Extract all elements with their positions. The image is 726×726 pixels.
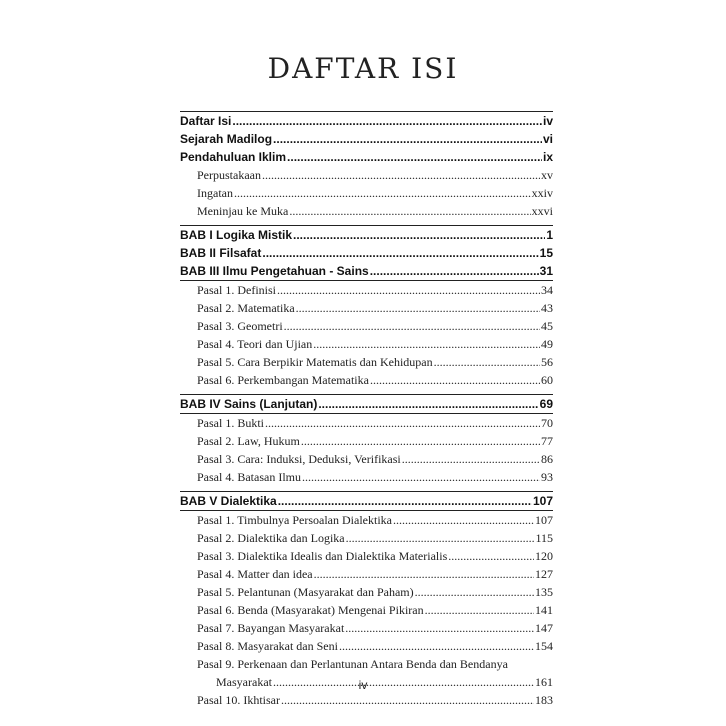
toc-entry-label: Pasal 6. Perkembangan Matematika bbox=[197, 373, 369, 387]
toc-entry-bab-1[interactable] bbox=[180, 225, 553, 244]
toc-entry-page: 56 bbox=[541, 355, 553, 369]
toc-entry-page: 120 bbox=[535, 549, 553, 563]
toc-entry-label: Masyarakat bbox=[216, 675, 272, 689]
dot-leader bbox=[302, 468, 540, 486]
toc-entry-page: 93 bbox=[541, 470, 553, 484]
dot-leader bbox=[314, 565, 534, 583]
toc-entry-page: 127 bbox=[535, 567, 553, 581]
toc-entry-page: 77 bbox=[541, 434, 553, 448]
dot-leader bbox=[234, 184, 531, 202]
toc-entry-page: ix bbox=[542, 150, 553, 164]
toc-entry-page: 141 bbox=[535, 603, 553, 617]
toc-entry-label: BAB IV Sains (Lanjutan) bbox=[180, 397, 318, 411]
toc-entry-page: 34 bbox=[541, 283, 553, 297]
toc-entry-label: Perpustakaan bbox=[197, 168, 261, 182]
toc-entry-label: Pasal 3. Geometri bbox=[197, 319, 283, 333]
toc-entry-pendahuluan-iklim[interactable] bbox=[180, 148, 553, 166]
toc-entry-page: 60 bbox=[541, 373, 553, 387]
dot-leader bbox=[262, 244, 538, 262]
dot-leader bbox=[434, 353, 540, 371]
toc-entry-page: 161 bbox=[535, 675, 553, 689]
toc-subentry-pasal-9[interactable] bbox=[180, 655, 553, 673]
toc-entry-label: BAB II Filsafat bbox=[180, 246, 262, 260]
toc-entry-label: Pasal 2. Dialektika dan Logika bbox=[197, 531, 345, 545]
toc-subentry[interactable] bbox=[180, 317, 553, 335]
toc-entry-page: iv bbox=[542, 114, 553, 128]
toc-entry-page: 70 bbox=[541, 416, 553, 430]
toc-subentry[interactable] bbox=[180, 299, 553, 317]
toc-entry-page: 115 bbox=[535, 531, 553, 545]
dot-leader bbox=[318, 395, 538, 413]
toc-entry-page: 31 bbox=[539, 264, 553, 278]
toc-entry-label: Pasal 3. Dialektika Idealis dan Dialektika Materialis bbox=[197, 549, 448, 563]
toc-entry-page: xxiv bbox=[531, 186, 553, 200]
dot-leader bbox=[232, 112, 542, 130]
dot-leader bbox=[301, 432, 540, 450]
toc-entry-page: xxvi bbox=[531, 204, 553, 218]
toc-entry-label: Pasal 1. Timbulnya Persoalan Dialektika bbox=[197, 513, 392, 527]
toc-subentry[interactable] bbox=[180, 184, 553, 202]
toc-entry-label: Pasal 7. Bayangan Masyarakat bbox=[197, 621, 345, 635]
toc-entry-label: Meninjau ke Muka bbox=[197, 204, 289, 218]
toc-entry-label: Pasal 4. Matter dan idea bbox=[197, 567, 313, 581]
dot-leader bbox=[448, 547, 534, 565]
toc-entry-label: Ingatan bbox=[197, 186, 233, 200]
toc-entry-label: Pasal 2. Matematika bbox=[197, 301, 295, 315]
toc-entry-page: xv bbox=[541, 168, 553, 182]
dot-leader bbox=[293, 226, 545, 244]
toc-entry-label: Pasal 8. Masyarakat dan Seni bbox=[197, 639, 338, 653]
toc-entry-bab-2[interactable] bbox=[180, 244, 553, 262]
toc-entry-label: Pasal 1. Bukti bbox=[197, 416, 265, 430]
toc-entry-label: Sejarah Madilog bbox=[180, 132, 273, 146]
dot-leader bbox=[345, 619, 534, 637]
toc-subentry[interactable] bbox=[180, 432, 553, 450]
dot-leader bbox=[281, 691, 534, 709]
toc-entry-label: Pasal 4. Teori dan Ujian bbox=[197, 337, 313, 351]
dot-leader bbox=[278, 492, 532, 510]
toc-entry-page: 49 bbox=[541, 337, 553, 351]
toc-subentry[interactable] bbox=[180, 619, 553, 637]
toc-entry-daftar-isi[interactable] bbox=[180, 111, 553, 130]
toc-entry-page: 107 bbox=[535, 513, 553, 527]
toc-entry-bab-5[interactable] bbox=[180, 491, 553, 511]
dot-leader bbox=[284, 317, 540, 335]
toc-entry-label: Pasal 9. Perkenaan dan Perlantunan Antara Benda dan Bendanya bbox=[197, 657, 508, 671]
dot-leader bbox=[402, 450, 540, 468]
toc-entry-page: 15 bbox=[539, 246, 553, 260]
toc-subentry[interactable] bbox=[180, 511, 553, 529]
toc-subentry[interactable] bbox=[180, 166, 553, 184]
toc-entry-label: BAB III Ilmu Pengetahuan - Sains bbox=[180, 264, 369, 278]
toc-entry-label: Daftar Isi bbox=[180, 114, 232, 128]
dot-leader bbox=[287, 148, 542, 166]
dot-leader bbox=[370, 262, 539, 280]
toc-subentry[interactable] bbox=[180, 529, 553, 547]
toc-subentry[interactable] bbox=[180, 565, 553, 583]
toc-subentry[interactable] bbox=[180, 335, 553, 353]
toc-entry-label: Pendahuluan Iklim bbox=[180, 150, 287, 164]
toc-subentry[interactable] bbox=[180, 371, 553, 389]
toc-subentry[interactable] bbox=[180, 637, 553, 655]
page-number: iv bbox=[358, 678, 368, 692]
toc-entry-label: Pasal 4. Batasan Ilmu bbox=[197, 470, 301, 484]
page-title: DAFTAR ISI bbox=[267, 52, 459, 85]
dot-leader bbox=[277, 281, 540, 299]
toc-entry-label: Pasal 3. Cara: Induksi, Deduksi, Verifikasi bbox=[197, 452, 401, 466]
toc-entry-page: 1 bbox=[546, 228, 553, 242]
toc-entry-page: 183 bbox=[535, 693, 553, 707]
toc-entry-label: Pasal 2. Law, Hukum bbox=[197, 434, 300, 448]
toc-entry-page: 86 bbox=[541, 452, 553, 466]
dot-leader bbox=[289, 202, 530, 220]
dot-leader bbox=[415, 583, 534, 601]
toc-entry-label: Pasal 5. Cara Berpikir Matematis dan Kehidupan bbox=[197, 355, 433, 369]
dot-leader bbox=[393, 511, 534, 529]
dot-leader bbox=[370, 371, 540, 389]
dot-leader bbox=[346, 529, 535, 547]
toc-entry-bab-4[interactable] bbox=[180, 394, 553, 414]
toc-entry-label: Pasal 6. Benda (Masyarakat) Mengenai Pikiran bbox=[197, 603, 424, 617]
toc-entry-label: Pasal 1. Definisi bbox=[197, 283, 276, 297]
dot-leader bbox=[265, 414, 540, 432]
dot-leader bbox=[339, 637, 534, 655]
toc-subentry[interactable] bbox=[180, 583, 553, 601]
dot-leader bbox=[273, 130, 542, 148]
toc-entry-page: 154 bbox=[535, 639, 553, 653]
toc-subentry[interactable] bbox=[180, 468, 553, 486]
toc-subentry[interactable] bbox=[180, 601, 553, 619]
toc-entry-label: Pasal 10. Ikhtisar bbox=[197, 693, 280, 707]
toc-entry-page: 135 bbox=[535, 585, 553, 599]
toc-subentry[interactable] bbox=[180, 691, 553, 709]
toc-entry-page: vi bbox=[542, 132, 553, 146]
toc-subentry[interactable] bbox=[180, 281, 553, 299]
dot-leader bbox=[313, 335, 540, 353]
toc-entry-label: BAB I Logika Mistik bbox=[180, 228, 293, 242]
toc-subentry[interactable] bbox=[180, 547, 553, 565]
toc-subentry[interactable] bbox=[180, 414, 553, 432]
toc-entry-bab-3[interactable] bbox=[180, 262, 553, 281]
dot-leader bbox=[425, 601, 534, 619]
toc-subentry[interactable] bbox=[180, 353, 553, 371]
toc-subentry[interactable] bbox=[180, 202, 553, 220]
toc-entry-sejarah-madilog[interactable] bbox=[180, 130, 553, 148]
toc-entry-label: BAB V Dialektika bbox=[180, 494, 277, 508]
toc-entry-page: 147 bbox=[535, 621, 553, 635]
dot-leader bbox=[262, 166, 540, 184]
toc-entry-label: Pasal 5. Pelantunan (Masyarakat dan Paham) bbox=[197, 585, 414, 599]
dot-leader bbox=[296, 299, 540, 317]
table-of-contents bbox=[180, 111, 553, 709]
toc-entry-page: 43 bbox=[541, 301, 553, 315]
toc-subentry[interactable] bbox=[180, 450, 553, 468]
toc-entry-page: 69 bbox=[539, 397, 553, 411]
toc-entry-page: 45 bbox=[541, 319, 553, 333]
toc-entry-page: 107 bbox=[532, 494, 553, 508]
